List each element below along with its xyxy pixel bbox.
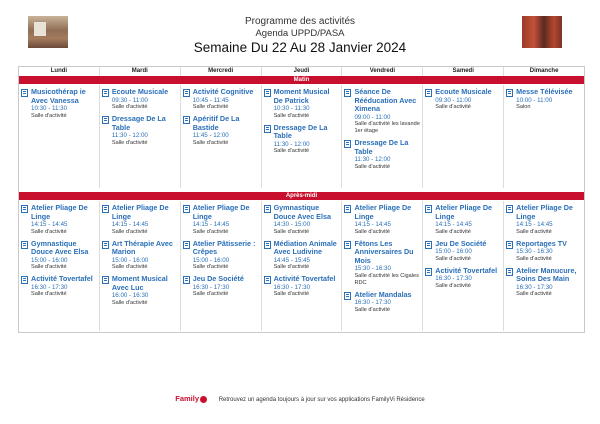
activity-entry[interactable]: [183, 204, 259, 236]
activity-text: [31, 240, 97, 272]
calendar-icon: [102, 89, 109, 97]
activity-location: Salle d'activité: [31, 264, 67, 270]
activity-location: Salle d'activité: [192, 291, 229, 297]
calendar-icon: [506, 241, 513, 249]
activity-text: [435, 204, 501, 236]
activity-text: [435, 240, 501, 263]
activity-title: Ecoute Musicale: [111, 87, 169, 96]
activity-entry[interactable]: [425, 240, 501, 263]
activity-time: 16:30 - 17:30: [192, 283, 230, 291]
calendar-icon: [102, 276, 109, 284]
activity-location: Salle d'activité: [192, 139, 229, 146]
calendar-icon: [425, 241, 432, 249]
header-line2: Agenda UPPD/PASA: [255, 28, 345, 39]
activity-title: Jeu De Société: [192, 274, 244, 283]
activity-text: [435, 88, 501, 111]
activity-text: [516, 240, 582, 263]
activity-location: Salle d'activité: [273, 291, 310, 297]
activity-title: Messe Télévisée: [516, 87, 573, 96]
activity-title: Atelier Manucure, Soins Des Main: [516, 265, 577, 283]
activity-text: [193, 204, 259, 236]
activity-entry[interactable]: [264, 275, 340, 298]
activity-location: Salle d'activité: [31, 112, 67, 119]
calendar-icon: [183, 241, 190, 249]
activity-entry[interactable]: [264, 88, 340, 120]
calendar-icon: [425, 268, 432, 276]
activity-location: Salle d'activité: [273, 112, 310, 119]
activity-location: Salle d'activité: [192, 104, 229, 110]
calendar-icon: [21, 205, 28, 213]
activity-title: Atelier Pliage De Linge: [192, 203, 250, 221]
activity-text: [516, 88, 582, 111]
day-column: [423, 201, 504, 331]
activity-text: [112, 275, 178, 307]
activity-time: 14:15 - 14:45: [516, 221, 553, 228]
footer-text: Retrouvez un agenda toujours à jour sur vos applications FamilyVi Résidence: [218, 397, 425, 403]
activity-text: [31, 88, 97, 120]
activity-entry[interactable]: [21, 88, 97, 120]
calendar-icon: [21, 89, 28, 97]
activity-text: [193, 240, 259, 272]
activity-title: Activité Tovertafel: [435, 265, 498, 275]
activity-title: Atelier Pliage De Linge: [31, 203, 88, 221]
day-column: [504, 201, 584, 331]
calendar-icon: [425, 89, 432, 97]
activity-title: Séance De Rééducation Avec Ximena: [354, 87, 417, 113]
calendar-icon: [102, 241, 109, 249]
activity-entry[interactable]: [425, 267, 501, 290]
activity-time: 11:30 - 12:00: [354, 156, 391, 163]
activity-title: Atelier Pliage De Linge: [354, 203, 412, 221]
activity-time: 16:30 - 17:30: [273, 283, 311, 291]
activity-time: 09:00 - 11:00: [354, 113, 391, 121]
day-column: [19, 201, 100, 331]
activity-location: Salle d'activité: [111, 104, 148, 110]
day-header: Lundi: [19, 67, 100, 76]
activity-location: Salle d'activité: [354, 306, 391, 313]
calendar-icon: [344, 292, 351, 300]
activity-entry[interactable]: [21, 204, 97, 236]
activity-entry[interactable]: [264, 124, 340, 156]
afternoon-band: Après-midi: [19, 192, 584, 200]
calendar-icon: [264, 205, 271, 213]
activity-text: [354, 88, 420, 135]
activity-entry[interactable]: [183, 88, 259, 111]
activity-time: 11:30 - 12:00: [273, 140, 310, 148]
activity-entry[interactable]: [183, 275, 259, 298]
activity-title: Atelier Pliage De Linge: [435, 203, 493, 221]
activity-location: Salle d'activité: [516, 291, 552, 297]
activity-text: [112, 240, 178, 272]
activity-title: Moment Musical Avec Luc: [111, 274, 168, 292]
activity-entry[interactable]: [21, 240, 97, 272]
activity-title: Dressage De La Table: [111, 114, 166, 132]
activity-text: [354, 204, 420, 236]
activity-location: Salle d'activité: [111, 139, 148, 146]
activity-location: Salon: [516, 104, 531, 110]
activity-text: [274, 240, 340, 272]
activity-entry[interactable]: [344, 291, 420, 314]
activity-text: [354, 139, 420, 171]
activity-entry[interactable]: [102, 88, 178, 111]
activity-title: Reportages TV: [516, 238, 567, 248]
activity-title: Dressage De La Table: [354, 138, 409, 156]
day-column: [100, 201, 181, 331]
activity-time: 14:30 - 15:00: [273, 221, 311, 228]
activity-text: [354, 291, 420, 314]
activity-text: [112, 88, 178, 111]
activity-time: 16:30 - 17:30: [354, 299, 391, 306]
activity-time: 16:00 - 16:30: [111, 292, 149, 299]
activity-time: 14:15 - 14:45: [31, 221, 68, 228]
activity-time: 15:00 - 16:00: [111, 256, 149, 264]
schedule-grid: [18, 66, 585, 333]
activity-time: 10:30 - 11:30: [273, 105, 310, 112]
activity-entry[interactable]: [264, 240, 340, 272]
activity-text: [31, 204, 97, 236]
calendar-icon: [183, 205, 190, 213]
afternoon-row: [19, 201, 584, 331]
calendar-icon: [102, 205, 109, 213]
activity-entry[interactable]: [344, 88, 420, 135]
day-column: [504, 85, 584, 188]
activity-location: Salle d'activité: [516, 255, 552, 262]
calendar-icon: [344, 205, 351, 213]
activity-time: 16:30 - 17:30: [31, 283, 68, 291]
activity-text: [274, 204, 340, 236]
activity-entry[interactable]: [183, 240, 259, 272]
activity-entry[interactable]: [102, 240, 178, 272]
activity-location: Salle d'activité: [111, 228, 148, 235]
activity-time: 15:00 - 16:00: [192, 256, 230, 264]
activity-time: 14:15 - 14:45: [192, 221, 230, 228]
activity-time: 09:30 - 11:00: [111, 96, 148, 104]
calendar-icon: [264, 89, 271, 97]
activity-location: Salle d'activité: [435, 228, 471, 235]
day-column: [181, 85, 262, 188]
calendar-icon: [183, 276, 190, 284]
activity-title: Activité Tovertafel: [31, 274, 93, 283]
calendar-icon: [264, 276, 271, 284]
activity-title: Atelier Pliage De Linge: [516, 203, 573, 221]
activity-text: [193, 275, 259, 298]
activity-title: Gymnastique Douce Avec Elsa: [273, 203, 331, 221]
activity-location: Salle d'activité: [273, 228, 310, 235]
activity-time: 10:30 - 11:30: [31, 105, 68, 112]
activity-location: Salle d'activité: [435, 104, 471, 110]
activity-title: Activité Cognitive: [192, 87, 254, 96]
page-title: Semaine Du 22 Au 28 Janvier 2024: [193, 40, 407, 55]
activity-location: Salle d'activité: [516, 228, 552, 235]
activity-entry[interactable]: [344, 240, 420, 287]
day-column: [262, 85, 343, 188]
activity-location: Salle d'activité: [192, 264, 229, 270]
activity-text: [193, 115, 259, 147]
activity-time: 16:30 - 17:30: [435, 275, 472, 282]
activity-location: Salle d'activité: [192, 228, 229, 235]
activity-entry[interactable]: [425, 204, 501, 236]
calendar-icon: [506, 268, 513, 276]
day-column: [342, 85, 423, 188]
activity-entry[interactable]: [183, 115, 259, 147]
activity-time: 15:00 - 16:00: [435, 248, 472, 255]
activity-title: Atelier Pâtisserie : Crêpes: [192, 238, 256, 256]
day-column: [100, 85, 181, 188]
heart-icon: [200, 396, 207, 403]
calendar-icon: [344, 89, 351, 97]
day-column: [181, 201, 262, 331]
activity-location: Salle d'activité: [354, 163, 391, 170]
activity-title: Jeu De Société: [435, 238, 487, 248]
calendar-icon: [506, 205, 513, 213]
activity-text: [274, 124, 340, 156]
activity-time: 09:30 - 11:00: [435, 96, 472, 104]
activity-title: Gymnastique Douce Avec Elsa: [31, 238, 89, 256]
activity-text: [112, 204, 178, 236]
activity-title: Apéritif De La Bastide: [192, 114, 240, 132]
day-header: Jeudi: [262, 67, 343, 76]
activity-location: Salle d'activité: [435, 282, 471, 289]
activity-entry[interactable]: [21, 275, 97, 298]
activity-time: 14:15 - 14:45: [111, 221, 149, 228]
morning-row: [19, 85, 584, 188]
activity-title: Atelier Pliage De Linge: [111, 203, 169, 221]
activity-title: Atelier Mandalas: [354, 289, 412, 299]
calendar-icon: [264, 125, 271, 133]
activity-time: 15:30 - 16:30: [516, 248, 553, 255]
activity-entry[interactable]: [506, 267, 582, 299]
activity-location: Salle d'activité les lavande 1er étage: [354, 121, 420, 134]
activity-entry[interactable]: [425, 88, 501, 111]
calendar-icon: [21, 276, 28, 284]
brand-name: Family: [175, 394, 200, 403]
calendar-icon: [264, 241, 271, 249]
activity-location: Salle d'activité: [31, 291, 67, 297]
activity-text: [516, 267, 582, 299]
activity-location: Salle d'activité: [273, 148, 310, 154]
activity-time: 16:30 - 17:30: [516, 283, 553, 291]
activity-text: [435, 267, 501, 290]
activity-time: 10:45 - 11:45: [192, 96, 229, 104]
activity-entry[interactable]: [344, 139, 420, 171]
calendar-icon: [102, 116, 109, 124]
calendar-icon: [183, 116, 190, 124]
activity-location: Salle d'activité: [435, 255, 471, 262]
calendar-icon: [21, 241, 28, 249]
activity-text: [274, 88, 340, 120]
activity-title: Musicothérap ie Avec Vanessa: [31, 87, 86, 105]
activity-time: 15:30 - 16:30: [354, 265, 391, 272]
activity-location: Salle d'activité: [31, 228, 67, 235]
page-footer: [0, 394, 600, 403]
header-line1: Programme des activités: [244, 16, 356, 27]
activity-time: 11:30 - 12:00: [111, 132, 148, 139]
activity-time: 15:00 - 16:00: [31, 256, 68, 264]
activity-entry[interactable]: [344, 204, 420, 236]
activity-entry[interactable]: [102, 204, 178, 236]
activity-time: 10:00 - 11:00: [516, 96, 553, 104]
activity-text: [274, 275, 340, 298]
day-header-row: [19, 67, 584, 76]
activity-text: [112, 115, 178, 147]
activity-location: Salle d'activité: [354, 228, 391, 235]
activity-title: Médiation Animale Avec Ludivine: [273, 238, 337, 256]
activity-entry[interactable]: [506, 88, 582, 111]
day-column: [342, 201, 423, 331]
day-header: Vendredi: [342, 67, 423, 76]
day-header: Dimanche: [529, 68, 559, 74]
day-column: [19, 85, 100, 188]
family-logo: [175, 394, 207, 403]
activity-title: Activité Tovertafel: [273, 274, 336, 283]
calendar-icon: [506, 89, 513, 97]
activity-location: Salle d'activité: [273, 264, 310, 270]
calendar-icon: [425, 205, 432, 213]
activity-entry[interactable]: [506, 240, 582, 263]
activity-text: [354, 240, 420, 287]
activity-location: Salle d'activité les Cigales RDC: [354, 272, 419, 286]
activity-time: 11:45 - 12:00: [192, 132, 229, 139]
activity-time: 14:45 - 15:45: [273, 256, 311, 264]
activity-time: 14:15 - 14:45: [435, 221, 472, 228]
calendar-icon: [183, 89, 190, 97]
activity-title: Fêtons Les Anniversaires Du Mois: [354, 238, 414, 265]
activity-text: [31, 275, 97, 298]
activity-title: Art Thérapie Avec Marion: [111, 238, 173, 256]
day-column: [262, 201, 343, 331]
activity-entry[interactable]: [102, 275, 178, 307]
calendar-icon: [344, 140, 351, 148]
calendar-icon: [344, 241, 351, 249]
activity-entry[interactable]: [102, 115, 178, 147]
page-header: [0, 16, 600, 56]
activity-location: Salle d'activité: [111, 299, 148, 306]
day-column: [423, 85, 504, 188]
activity-text: [193, 88, 259, 111]
activity-entry[interactable]: [506, 204, 582, 236]
activity-time: 14:15 - 14:45: [354, 221, 391, 228]
activity-text: [516, 204, 582, 236]
day-header: Samedi: [423, 67, 504, 76]
activity-title: Dressage De La Table: [273, 122, 328, 140]
activity-title: Ecoute Musicale: [435, 87, 492, 96]
activity-entry[interactable]: [264, 204, 340, 236]
day-header: Mercredi: [181, 67, 262, 76]
day-header: Mardi: [100, 67, 181, 76]
activity-title: Moment Musical De Patrick: [273, 87, 330, 105]
morning-band: Matin: [19, 76, 584, 84]
activity-location: Salle d'activité: [111, 264, 148, 270]
